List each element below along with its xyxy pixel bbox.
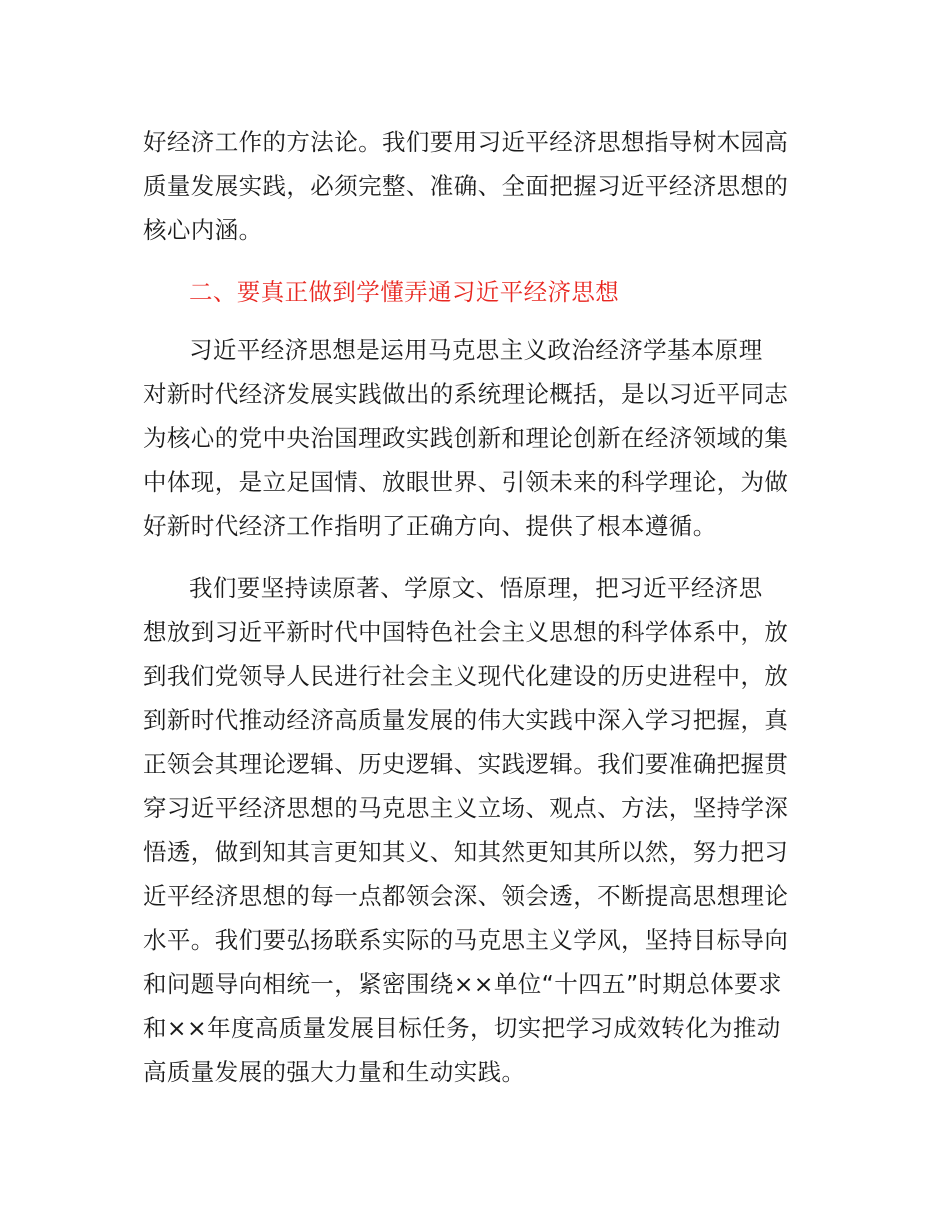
paragraph-line: 近平经济思想的每一点都领会深、领会透，不断提高思想理论 — [143, 882, 789, 910]
document-body — [143, 120, 808, 1094]
paragraph-line: 穿习近平经济思想的马克思主义立场、观点、方法，坚持学深 — [143, 794, 789, 822]
paragraph-line: 高质量发展的强大力量和生动实践。 — [143, 1058, 526, 1086]
paragraph-line: 为核心的党中央治国理政实践创新和理论创新在经济领域的集 — [143, 424, 789, 452]
section-heading — [143, 270, 808, 314]
spacer — [143, 314, 808, 328]
paragraph-2 — [143, 328, 808, 548]
paragraph-line: 水平。我们要弘扬联系实际的马克思主义学风，坚持目标导向 — [143, 926, 789, 954]
paragraph-line: 中体现，是立足国情、放眼世界、引领未来的科学理论，为做 — [143, 468, 789, 496]
paragraph-line: 到我们党领导人民进行社会主义现代化建设的历史进程中，放 — [143, 662, 789, 690]
paragraph-line: 和问题导向相统一，紧密围绕××单位“十四五”时期总体要求 — [143, 970, 782, 998]
paragraph-3 — [143, 566, 808, 1094]
paragraph-line: 对新时代经济发展实践做出的系统理论概括，是以习近平同志 — [143, 380, 789, 408]
spacer — [143, 252, 808, 270]
paragraph-line: 好经济工作的方法论。我们要用习近平经济思想指导树木园高 — [143, 128, 789, 156]
paragraph-1 — [143, 120, 808, 252]
paragraph-line: 核心内涵。 — [143, 216, 263, 244]
section-heading-text: 二、要真正做到学懂弄通习近平经济思想 — [189, 278, 620, 306]
paragraph-line: 和××年度高质量发展目标任务，切实把学习成效转化为推动 — [143, 1014, 781, 1042]
paragraph-line: 悟透，做到知其言更知其义、知其然更知其所以然，努力把习 — [143, 838, 789, 866]
paragraph-line: 到新时代推动经济高质量发展的伟大实践中深入学习把握，真 — [143, 706, 789, 734]
paragraph-line: 质量发展实践，必须完整、准确、全面把握习近平经济思想的 — [143, 172, 789, 200]
paragraph-line: 习近平经济思想是运用马克思主义政治经济学基本原理 — [189, 336, 763, 364]
paragraph-line: 正领会其理论逻辑、历史逻辑、实践逻辑。我们要准确把握贯 — [143, 750, 789, 778]
paragraph-line: 想放到习近平新时代中国特色社会主义思想的科学体系中，放 — [143, 618, 789, 646]
paragraph-line: 我们要坚持读原著、学原文、悟原理，把习近平经济思 — [189, 574, 763, 602]
spacer — [143, 548, 808, 566]
paragraph-line: 好新时代经济工作指明了正确方向、提供了根本遵循。 — [143, 512, 717, 540]
